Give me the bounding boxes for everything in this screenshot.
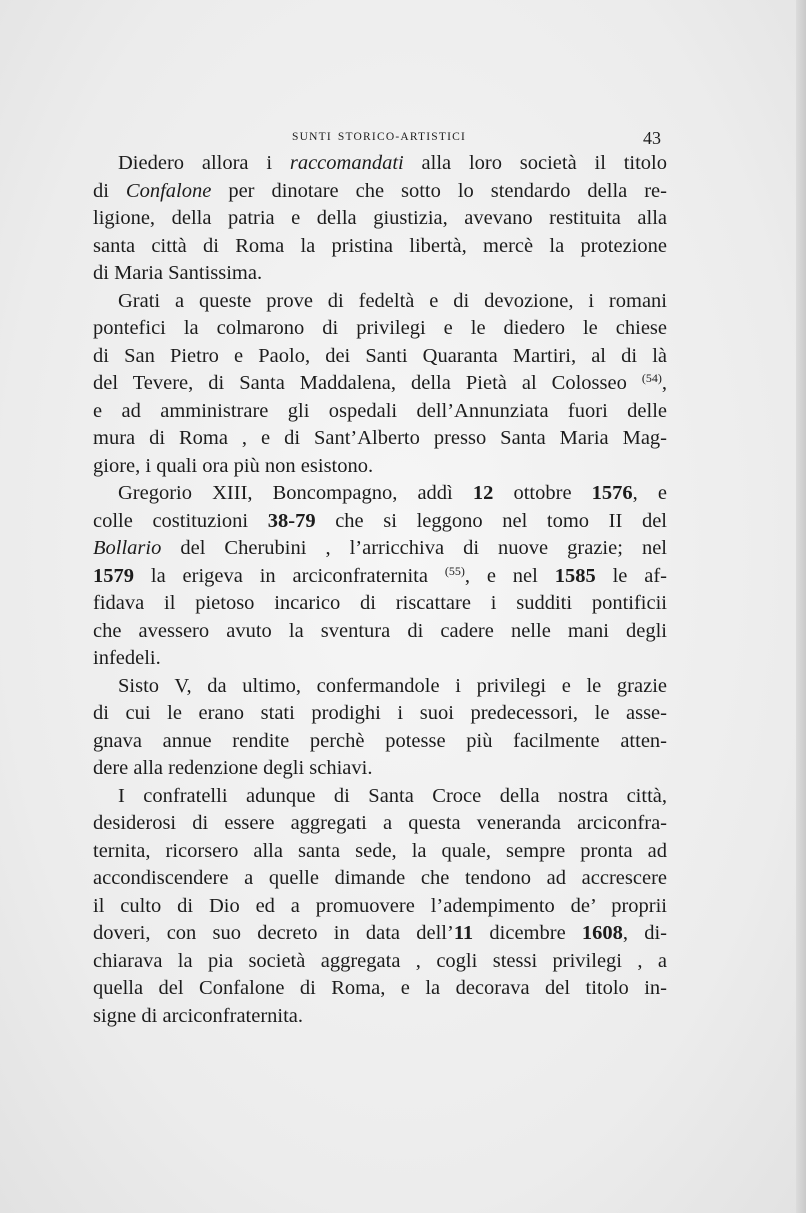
- text-run: dicembre: [473, 922, 582, 944]
- text-line: [93, 288, 667, 316]
- text-run: Grati a queste prove di fedeltà e di devozione, i romani: [118, 289, 667, 312]
- text-line: [93, 453, 667, 481]
- text-run: alla loro società il titolo: [403, 152, 668, 174]
- text-run: santa città di Roma la pristina libertà, mercè la protezione: [93, 234, 667, 257]
- text-run: giore, i quali ora più non esistono.: [93, 454, 374, 477]
- text-line: [93, 343, 667, 371]
- text-line: [93, 948, 667, 976]
- running-head: SUNTI STORICO-ARTISTICI: [292, 131, 467, 143]
- italic-text: Bollario: [93, 537, 162, 559]
- text-line: [93, 535, 667, 563]
- text-run: e ad amministrare gli ospedali dell’Annunziata fuori delle: [93, 399, 667, 422]
- text-run: desiderosi di essere aggregati a questa veneranda arciconfra-: [93, 812, 667, 834]
- text-run: del Tevere, di Santa Maddalena, della Pietà al Colosseo: [93, 372, 642, 394]
- text-run: che si leggono nel tomo II del: [315, 509, 667, 532]
- text-run: I confratelli adunque di Santa Croce della nostra città,: [118, 784, 667, 807]
- text-run: ottobre: [493, 482, 592, 504]
- text-run: che avessero avuto la sventura di cadere nelle mani degli: [93, 619, 667, 642]
- text-run: quella del Confalone di Roma, e la decorava del titolo in-: [93, 977, 667, 999]
- text-run: Diedero allora i: [118, 152, 290, 174]
- bold-number: 1608: [581, 922, 623, 944]
- text-run: di Maria Santissima.: [93, 262, 263, 284]
- text-line: [93, 838, 667, 866]
- page-number: 43: [643, 128, 661, 148]
- text-line: [93, 728, 667, 756]
- text-line: [93, 783, 667, 811]
- text-run: gnava annue rendite perchè potesse più facilmente atten-: [93, 729, 667, 752]
- text-run: infedeli.: [93, 647, 161, 669]
- text-line: [93, 480, 667, 508]
- text-line: [93, 150, 667, 178]
- bold-number: 38-79: [267, 509, 316, 532]
- text-run: per dinotare che sotto lo stendardo della re-: [211, 179, 667, 202]
- bold-number: 12: [472, 482, 494, 504]
- text-line: [93, 920, 667, 948]
- text-line: [93, 205, 667, 233]
- page-edge: [796, 0, 806, 1213]
- text-line: [93, 315, 667, 343]
- italic-text: raccomandati: [289, 152, 404, 174]
- text-line: [93, 755, 667, 783]
- text-line: [93, 425, 667, 453]
- text-run: accondiscendere a quelle dimande che tendono ad accrescere: [93, 867, 667, 889]
- text-line: [93, 673, 667, 701]
- text-run: doveri, con suo decreto in data dell’: [93, 922, 454, 944]
- text-run: la erigeva in arciconfraternita: [134, 564, 445, 587]
- text-line: [93, 700, 667, 728]
- italic-text: Confalone: [125, 179, 212, 202]
- text-line: [93, 178, 667, 206]
- text-line: [93, 233, 667, 261]
- text-run: di: [93, 179, 126, 202]
- text-line: [93, 370, 667, 398]
- bold-number: 1576: [591, 482, 633, 504]
- text-run: ,: [661, 372, 667, 394]
- text-run: dere alla redenzione degli schiavi.: [93, 757, 373, 779]
- text-line: [93, 508, 667, 536]
- text-line: [93, 590, 667, 618]
- bold-number: 1579: [93, 564, 134, 587]
- text-line: [93, 398, 667, 426]
- text-run: fidava il pietoso incarico di riscattare i sudditi pontificii: [93, 592, 667, 614]
- text-run: pontefici la colmarono di privilegi e le diedero le chiese: [93, 317, 667, 339]
- text-run: , e nel: [464, 564, 555, 587]
- text-run: ligione, della patria e della giustizia, avevano restituita alla: [93, 207, 667, 229]
- text-line: [93, 810, 667, 838]
- text-run: di San Pietro e Paolo, dei Santi Quaranta Martiri, al di là: [93, 344, 667, 367]
- text-line: [93, 645, 667, 673]
- text-run: colle costituzioni: [93, 509, 268, 532]
- text-run: le af-: [595, 564, 667, 587]
- text-run: Gregorio XIII, Boncompagno, addì: [118, 482, 473, 504]
- text-line: [93, 563, 667, 591]
- text-run: signe di arciconfraternita.: [93, 1004, 304, 1027]
- footnote-marker: (55): [444, 563, 465, 578]
- text-run: , e: [632, 482, 667, 504]
- text-line: [93, 1003, 667, 1031]
- text-run: chiarava la pia società aggregata , cogli stessi privilegi , a: [93, 949, 667, 972]
- text-run: Sisto V, da ultimo, confermandole i privilegi e le grazie: [118, 674, 667, 697]
- text-run: il culto di Dio ed a promuovere l’adempimento de’ proprii: [93, 894, 667, 917]
- text-line: [93, 975, 667, 1003]
- text-run: del Cherubini , l’arricchiva di nuove grazie; nel: [161, 537, 667, 559]
- text-line: [93, 893, 667, 921]
- text-run: di cui le erano stati prodighi i suoi predecessori, le asse-: [93, 702, 667, 724]
- text-run: ternita, ricorsero alla santa sede, la quale, sempre pronta ad: [93, 839, 667, 862]
- text-line: [93, 260, 667, 288]
- body-text: [93, 150, 667, 1030]
- text-run: , di-: [622, 922, 667, 944]
- bold-number: 1585: [554, 564, 596, 587]
- text-line: [93, 865, 667, 893]
- footnote-marker: (54): [641, 371, 662, 385]
- text-line: [93, 618, 667, 646]
- bold-number: 11: [453, 922, 474, 944]
- text-run: mura di Roma , e di Sant’Alberto presso Santa Maria Mag-: [93, 427, 667, 449]
